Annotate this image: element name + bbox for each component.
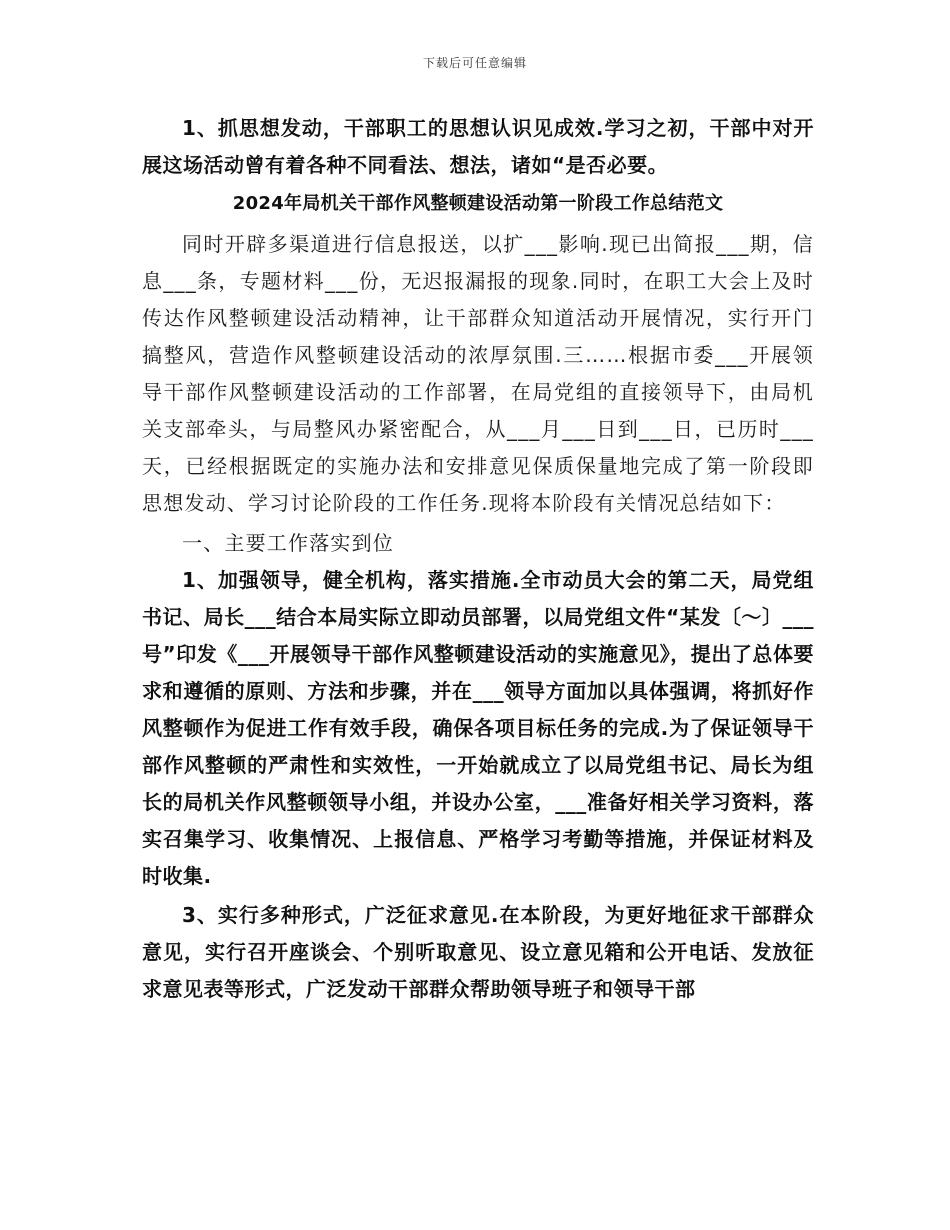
section-heading-1: 一、主要工作落实到位 xyxy=(182,531,394,555)
paragraph-item-3: 3、实行多种形式，广泛征求意见.在本阶段，为更好地征求干部群众意见，实行召开座谈会、个别听取意见、设立意见箱和公开电话、发放征求意见表等形式，广泛发动干部群众帮助领导班子和领导干部 xyxy=(142,903,814,1001)
paragraph-summary: 同时开辟多渠道进行信息报送，以扩___影响.现已出简报___期，信息___条，专题材料___份，无迟报漏报的现象.同时，在职工大会上及时传达作风整顿建设活动精神，让干部群众知道活动开展情况，实行开门搞整风，营造作风整顿建设活动的浓厚氛围.三……根据市委___开展领导干部作风整顿建设活动的工作部署，在局党组的直接领导下，由局机关支部牵头，与局整风办紧密配合，从___月___日到___日，已历时___天，已经根据既定的实施办法和安排意见保质保量地完成了第一阶段即思想发动、学习讨论阶段的工作任务.现将本阶段有关情况总结如下： xyxy=(142,232,814,515)
paragraph-item-1: 1、加强领导，健全机构，落实措施.全市动员大会的第二天，局党组书记、局长___结合本局实际立即动员部署，以局党组文件“某发〔～〕___号”印发《___开展领导干部作风整顿建设活动的实施意见》，提出了总体要求和遵循的原则、方法和步骤，并在___领导方面加以具体强调，将抓好作风整顿作为促进工作有效手段，确保各项目标任务的完成.为了保证领导干部作风整顿的严肃性和实效性，一开始就成立了以局党组书记、局长为组长的局机关作风整顿领导小组，并设办公室，___准备好相关学习资料，落实召集学习、收集情况、上报信息、严格学习考勤等措施，并保证材料及时收集. xyxy=(142,568,814,888)
header-note: 下载后可任意编辑 xyxy=(422,56,527,70)
title-wrapper xyxy=(142,186,814,222)
paragraph-item-1-intro: 1、抓思想发动，干部职工的思想认识见成效.学习之初，干部中对开展这场活动曾有着各种不同看法、想法，诸如“是否必要。 xyxy=(142,116,814,177)
document-body xyxy=(142,110,814,1008)
document-title: 2024年局机关干部作风整顿建设活动第一阶段工作总结范文 xyxy=(232,193,724,214)
